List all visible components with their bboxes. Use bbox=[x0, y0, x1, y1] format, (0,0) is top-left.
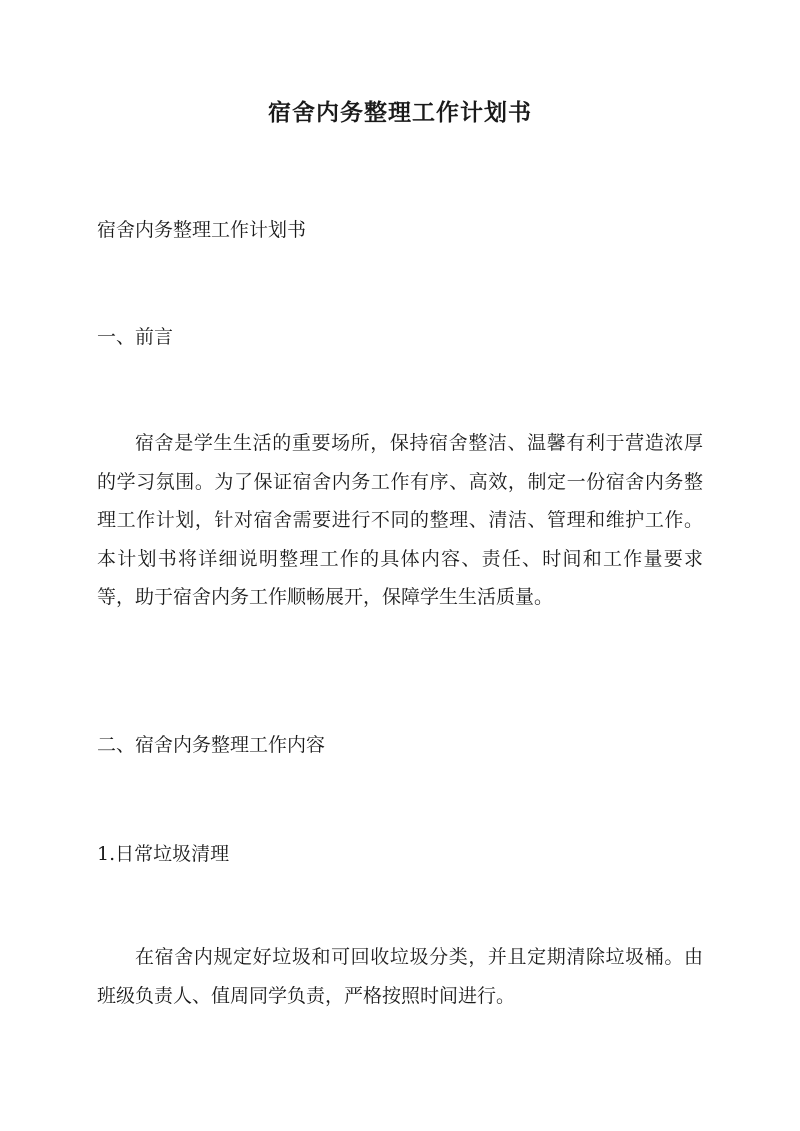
preface-paragraph: 宿舍是学生生活的重要场所，保持宿舍整洁、温馨有利于营造浓厚的学习氛围。为了保证宿舍内务工作有序、高效，制定一份宿舍内务整理工作计划，针对宿舍需要进行不同的整理、清洁、管理和维护工作。本计划书将详细说明整理工作的具体内容、责任、时间和工作量要求等，助于宿舍内务工作顺畅展开，保障学生生活质量。 bbox=[97, 432, 703, 609]
subsection-heading-garbage: 1.日常垃圾清理 bbox=[97, 843, 230, 865]
document-title: 宿舍内务整理工作计划书 bbox=[268, 99, 532, 126]
section-heading-preface: 一、前言 bbox=[97, 326, 174, 348]
document-subtitle: 宿舍内务整理工作计划书 bbox=[97, 219, 307, 241]
section-heading-work-content: 二、宿舍内务整理工作内容 bbox=[97, 734, 326, 756]
garbage-paragraph: 在宿舍内规定好垃圾和可回收垃圾分类，并且定期清除垃圾桶。由班级负责人、值周同学负责，严格按照时间进行。 bbox=[97, 946, 703, 1007]
